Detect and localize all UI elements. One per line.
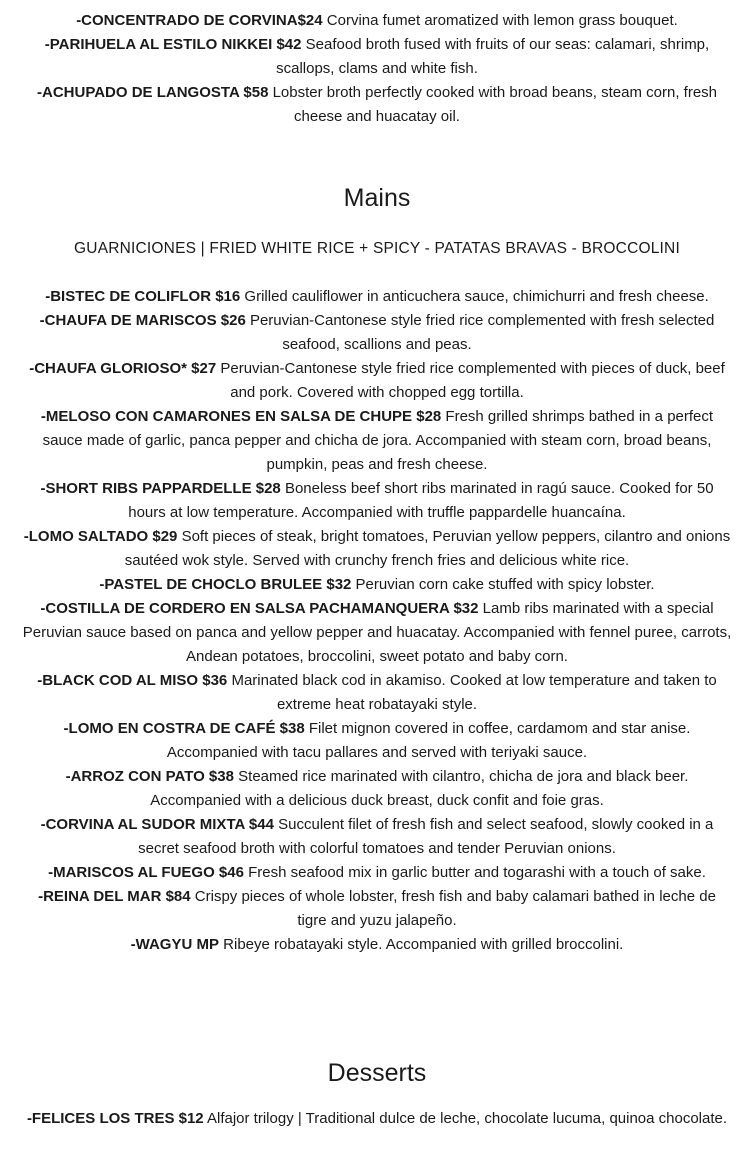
item-name: -PASTEL DE CHOCLO BRULEE $32 [99,576,352,593]
section-title-mains: Mains [343,184,411,212]
item-description: Boneless beef short ribs marinated in ragú sauce. Cooked for 50 hours at low temperature. Accompanied with truffle pappardelle huancaína. [128,480,714,521]
item-name: -CORVINA AL SUDOR MIXTA $44 [40,816,274,833]
desserts-header [22,1058,732,1088]
item-description: Ribeye robatayaki style. Accompanied with grilled broccolini. [223,936,624,953]
item-description: Lobster broth perfectly cooked with broad beans, steam corn, fresh cheese and huacatay oil. [272,84,717,125]
item-description: Crispy pieces of whole lobster, fresh fish and baby calamari bathed in leche de tigre and yuzu jalapeño. [194,888,716,929]
item-name: -WAGYU MP [130,936,219,953]
item-description: Peruvian-Cantonese style fried rice complemented with pieces of duck, beef and pork. Covered with chopped egg tortilla. [220,360,725,401]
item-name: -CONCENTRADO DE CORVINA$24 [76,12,323,29]
item-name: -MELOSO CON CAMARONES EN SALSA DE CHUPE $28 [40,408,442,425]
menu-item [22,597,732,669]
menu-item [22,1107,732,1131]
menu-item [22,861,732,885]
menu-item [22,717,732,765]
item-description: Peruvian corn cake stuffed with spicy lobster. [355,576,655,593]
item-name: -BLACK COD AL MISO $36 [37,672,228,689]
soups-list [22,9,732,129]
item-description: Grilled cauliflower in anticuchera sauce, chimichurri and fresh cheese. [244,288,709,305]
item-name: -REINA DEL MAR $84 [38,888,191,905]
item-name: -FELICES LOS TRES $12 [26,1110,204,1127]
menu-item [22,309,732,357]
menu-item [22,405,732,477]
menu-item [22,765,732,813]
item-description: Seafood broth fused with fruits of our seas: calamari, shrimp, scallops, clams and white fish. [276,36,710,77]
item-description: Filet mignon covered in coffee, cardamom and star anise. Accompanied with tacu pallares and served with teriyaki sauce. [166,720,691,761]
item-description: Lamb ribs marinated with a special Peruvian sauce based on panca and yellow pepper and huacatay. Accompanied with fennel puree, carrots, Andean potatoes, broccolini, sweet potato and baby corn. [22,600,732,665]
item-description: Succulent filet of fresh fish and select seafood, slowly cooked in a secret seafood broth with colorful tomatoes and tender Peruvian onions. [138,816,714,857]
menu-item [22,573,732,597]
mains-list [22,285,732,957]
item-description: Fresh seafood mix in garlic butter and togarashi with a touch of sake. [248,864,706,881]
menu-item [22,525,732,573]
menu-item [22,933,732,957]
item-description: Corvina fumet aromatized with lemon grass bouquet. [326,12,678,29]
menu-item [22,285,732,309]
item-name: -CHAUFA DE MARISCOS $26 [39,312,246,329]
item-description: Peruvian-Cantonese style fried rice complemented with fresh selected seafood, scallions and peas. [249,312,715,353]
mains-sides [22,237,732,261]
item-name: -COSTILLA DE CORDERO EN SALSA PACHAMANQUERA $32 [40,600,479,617]
item-name: -ARROZ CON PATO $38 [65,768,234,785]
menu-item [22,81,732,129]
item-description: Soft pieces of steak, bright tomatoes, Peruvian yellow peppers, cilantro and onions sautéed wok style. Served with crunchy french fries and delicious white rice. [124,528,731,569]
item-name: -LOMO EN COSTRA DE CAFÉ $38 [63,720,305,737]
menu-item [22,9,732,33]
section-title-desserts: Desserts [327,1059,427,1087]
menu-item [22,357,732,405]
menu-item [22,477,732,525]
item-name: -CHAUFA GLORIOSO* $27 [29,360,217,377]
mains-header [22,183,732,213]
item-description: Alfajor trilogy | Traditional dulce de leche, chocolate lucuma, quinoa chocolate. [207,1110,728,1127]
item-description: Marinated black cod in akamiso. Cooked at low temperature and taken to extreme heat robatayaki style. [231,672,717,713]
sides-line: GUARNICIONES | FRIED WHITE RICE + SPICY - PATATAS BRAVAS - BROCCOLINI [74,240,680,257]
menu-item [22,669,732,717]
item-name: -SHORT RIBS PAPPARDELLE $28 [40,480,281,497]
desserts-list [22,1107,732,1131]
item-description: Fresh grilled shrimps bathed in a perfect sauce made of garlic, panca pepper and chicha de jora. Accompanied with steam corn, broad beans, pumpkin, peas and fresh cheese. [42,408,714,473]
menu-item [22,33,732,81]
item-description: Steamed rice marinated with cilantro, chicha de jora and black beer. Accompanied with a delicious duck breast, duck confit and foie gras. [150,768,689,809]
menu-item [22,885,732,933]
menu-item [22,813,732,861]
item-name: -MARISCOS AL FUEGO $46 [48,864,244,881]
item-name: -LOMO SALTADO $29 [23,528,178,545]
item-name: -ACHUPADO DE LANGOSTA $58 [37,84,269,101]
item-name: -PARIHUELA AL ESTILO NIKKEI $42 [44,36,302,53]
item-name: -BISTEC DE COLIFLOR $16 [45,288,241,305]
